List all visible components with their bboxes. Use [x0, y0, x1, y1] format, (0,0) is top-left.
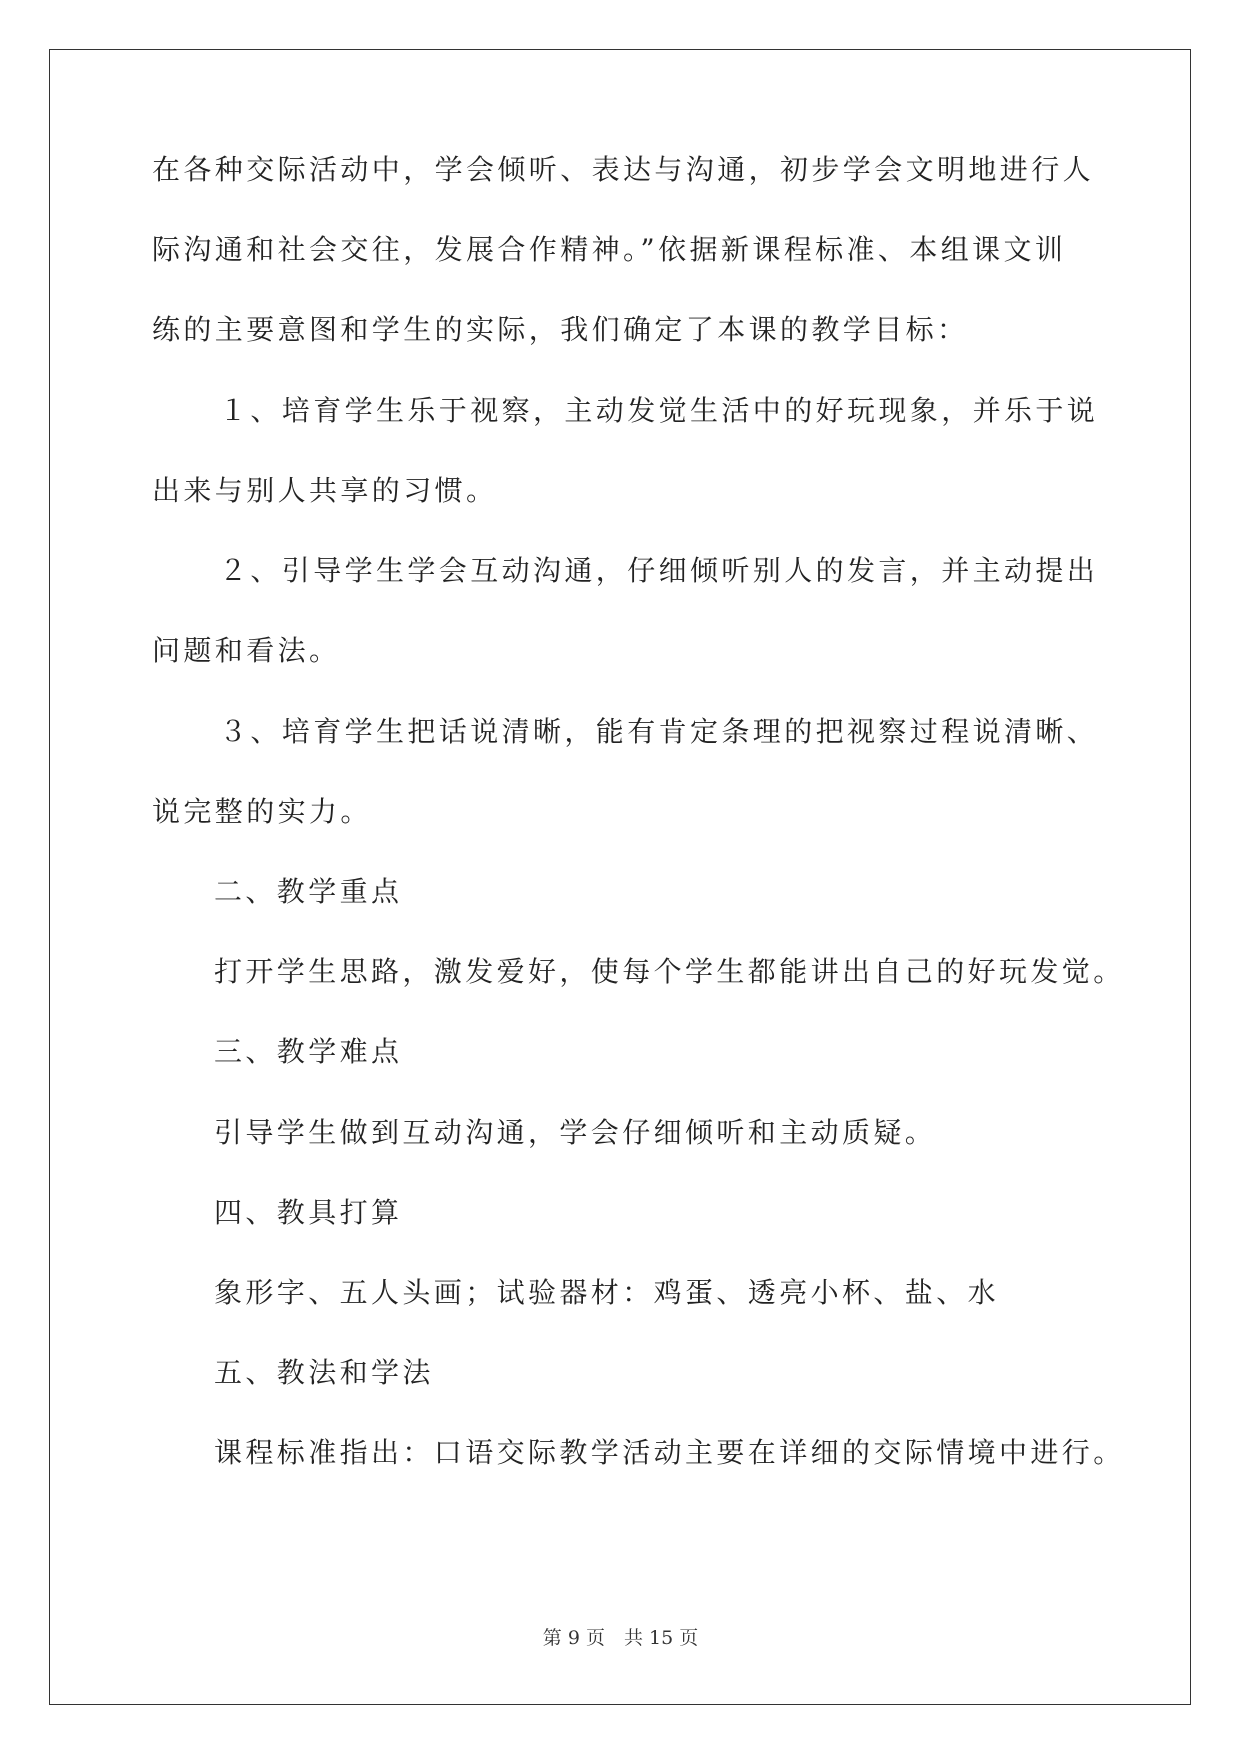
page-number-footer: 第 9 页 共 15 页: [542, 1627, 699, 1649]
objective-2-line-1: ２、引导学生学会互动沟通，仔细倾听别人的发言，并主动提出: [219, 554, 1099, 587]
objective-2-line-2: 问题和看法。: [152, 634, 341, 667]
body-line-1: 在各种交际活动中，学会倾听、表达与沟通，初步学会文明地进行人: [152, 153, 1095, 186]
objective-1-line-2: 出来与别人共享的习惯。: [152, 474, 498, 507]
objective-1-line-1: １、培育学生乐于视察，主动发觉生活中的好玩现象，并乐于说: [219, 394, 1099, 427]
body-line-3: 练的主要意图和学生的实际，我们确定了本课的教学目标：: [152, 313, 969, 346]
section-heading-key-points: 二、教学重点: [214, 875, 403, 908]
teaching-aids-text: 象形字、五人头画；试验器材：鸡蛋、透亮小杯、盐、水: [214, 1276, 1000, 1309]
difficulties-text: 引导学生做到互动沟通，学会仔细倾听和主动质疑。: [214, 1116, 937, 1149]
section-heading-teaching-aids: 四、教具打算: [214, 1196, 403, 1229]
section-heading-difficulties: 三、教学难点: [214, 1035, 403, 1068]
key-points-text: 打开学生思路，激发爱好，使每个学生都能讲出自己的好玩发觉。: [214, 955, 1125, 988]
section-heading-methods: 五、教法和学法: [214, 1356, 434, 1389]
methods-text: 课程标准指出：口语交际教学活动主要在详细的交际情境中进行。: [214, 1436, 1125, 1469]
objective-3-line-1: ３、培育学生把话说清晰，能有肯定条理的把视察过程说清晰、: [219, 715, 1099, 748]
objective-3-line-2: 说完整的实力。: [152, 795, 372, 828]
body-line-2: 际沟通和社会交往，发展合作精神。”依据新课程标准、本组课文训: [152, 233, 1067, 266]
